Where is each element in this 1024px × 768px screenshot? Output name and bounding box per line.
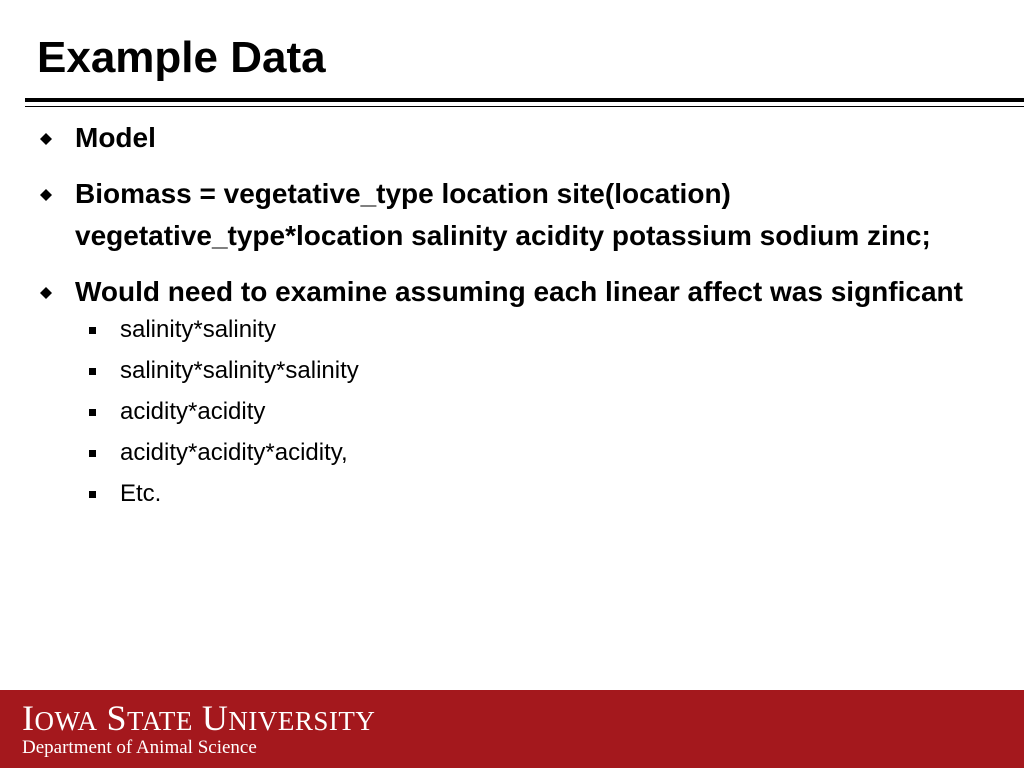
footer-banner <box>0 690 1024 768</box>
bullet-text: Biomass = vegetative_type location site(location) vegetative_type*location salinity acidity potassium sodium zinc; <box>75 178 931 251</box>
sub-bullet-list <box>38 315 998 509</box>
sub-bullet-item <box>38 397 998 427</box>
square-bullet-icon <box>89 327 96 334</box>
sub-bullet-item <box>38 315 998 345</box>
sub-bullet-text: Etc. <box>120 480 162 507</box>
square-bullet-icon <box>89 491 96 498</box>
university-name-rest-1: OWA <box>34 706 98 736</box>
bullet-item-model <box>38 117 998 159</box>
bullet-list <box>38 117 998 520</box>
bullet-text: Model <box>75 122 156 153</box>
sub-bullet-item <box>38 479 998 509</box>
bullet-item-biomass <box>38 173 998 257</box>
university-name-rest-2: TATE <box>127 706 193 736</box>
diamond-bullet-icon <box>40 189 52 201</box>
sub-bullet-item <box>38 438 998 468</box>
title-underline-thick <box>25 98 1024 102</box>
sub-bullet-item <box>38 356 998 386</box>
department-name: Department of Animal Science <box>22 737 257 758</box>
title-underline-thin <box>25 106 1024 107</box>
university-name-initial-2: S <box>106 698 128 738</box>
university-name-initial-3: U <box>201 698 229 738</box>
sub-bullet-text: salinity*salinity <box>120 316 277 343</box>
diamond-bullet-icon <box>40 287 52 299</box>
sub-bullet-text: acidity*acidity <box>120 398 266 425</box>
university-name <box>22 698 375 741</box>
sub-bullet-text: acidity*acidity*acidity, <box>120 439 348 466</box>
square-bullet-icon <box>89 450 96 457</box>
bullet-item-examine <box>38 271 998 313</box>
sub-bullet-text: salinity*salinity*salinity <box>120 357 359 384</box>
bullet-text: Would need to examine assuming each linear affect was signficant <box>75 276 963 307</box>
square-bullet-icon <box>89 409 96 416</box>
diamond-bullet-icon <box>40 133 52 145</box>
square-bullet-icon <box>89 368 96 375</box>
slide-title: Example Data <box>37 33 326 82</box>
university-name-initial-1: I <box>22 698 35 738</box>
university-name-rest-3: NIVERSITY <box>228 706 376 736</box>
